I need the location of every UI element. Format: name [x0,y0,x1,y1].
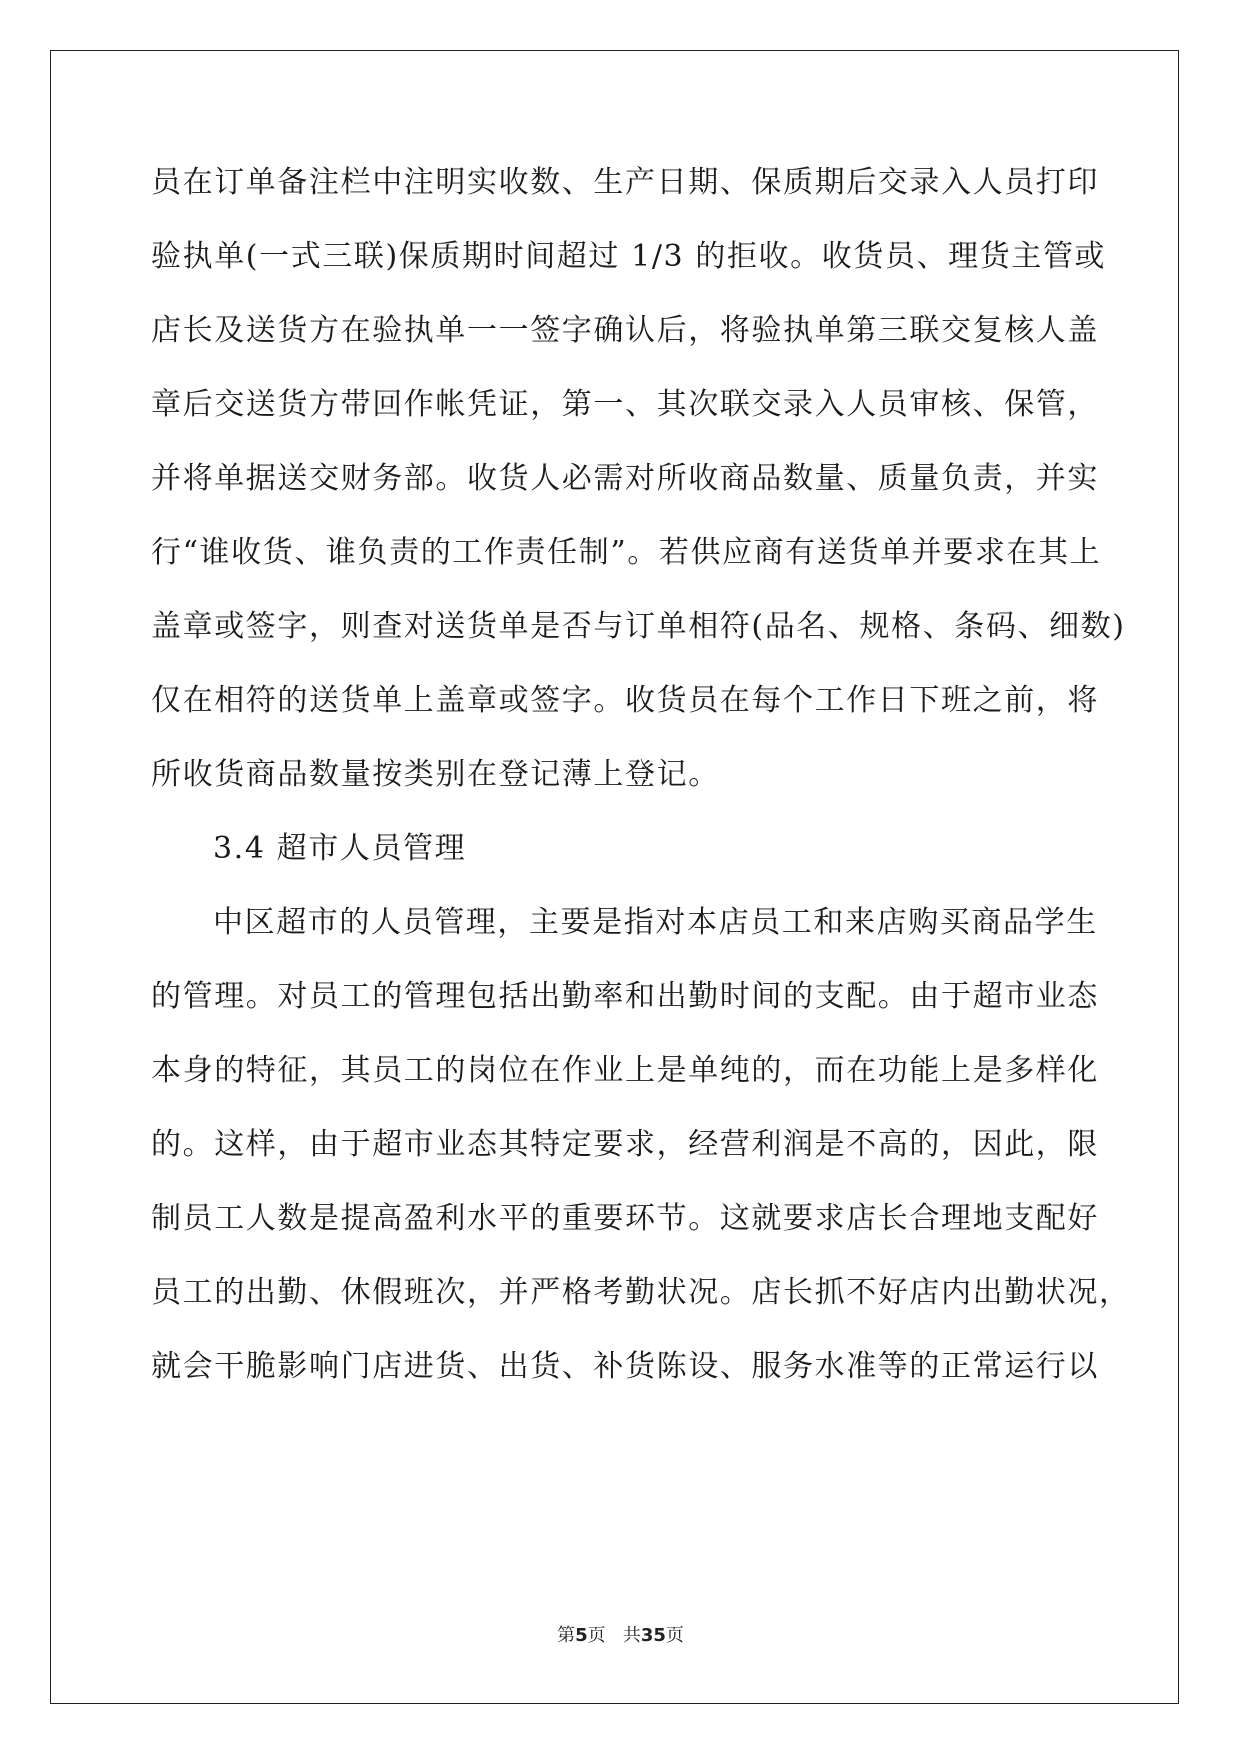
body-line-7: 盖章或签字，则查对送货单是否与订单相符(品名、规格、条码、细数) [151,609,1126,644]
paragraph2-line-6: 员工的出勤、休假班次，并严格考勤状况。店长抓不好店内出勤状况， [151,1275,1131,1310]
section-heading: 3.4 超市人员管理 [213,831,467,866]
body-line-2: 验执单(一式三联)保质期时间超过 1/3 的拒收。收货员、理货主管或 [151,239,1107,274]
body-line-6: 行“谁收货、谁负责的工作责任制”。若供应商有送货单并要求在其上 [151,535,1102,570]
body-line-8: 仅在相符的送货单上盖章或签字。收货员在每个工作日下班之前，将 [151,683,1099,718]
page-footer [0,1621,1241,1647]
paragraph2-line-1: 中区超市的人员管理，主要是指对本店员工和来店购买商品学生 [213,905,1098,940]
footer-total-prefix: 共 [622,1625,641,1646]
footer-total-suffix: 页 [665,1625,684,1646]
paragraph2-line-5: 制员工人数是提高盈利水平的重要环节。这就要求店长合理地支配好 [151,1201,1099,1236]
paragraph2-line-4: 的。这样，由于超市业态其特定要求，经营利润是不高的，因此，限 [151,1127,1099,1162]
footer-page-number: 5 [575,1625,588,1646]
footer-prefix: 第 [557,1625,576,1646]
body-line-3: 店长及送货方在验执单一一签字确认后，将验执单第三联交复核人盖 [151,313,1099,348]
footer-page-suffix: 页 [587,1625,606,1646]
body-line-5: 并将单据送交财务部。收货人必需对所收商品数量、质量负责，并实 [151,461,1099,496]
footer-total-pages: 35 [640,1625,666,1646]
body-line-1: 员在订单备注栏中注明实收数、生产日期、保质期后交录入人员打印 [151,165,1099,200]
paragraph2-line-7: 就会干脆影响门店进货、出货、补货陈设、服务水准等的正常运行以 [151,1349,1099,1384]
body-line-9: 所收货商品数量按类别在登记薄上登记。 [151,757,720,792]
paragraph2-line-2: 的管理。对员工的管理包括出勤率和出勤时间的支配。由于超市业态 [151,979,1099,1014]
body-line-4: 章后交送货方带回作帐凭证，第一、其次联交录入人员审核、保管， [151,387,1099,422]
page-border [50,50,1179,1704]
paragraph2-line-3: 本身的特征，其员工的岗位在作业上是单纯的，而在功能上是多样化 [151,1053,1099,1088]
